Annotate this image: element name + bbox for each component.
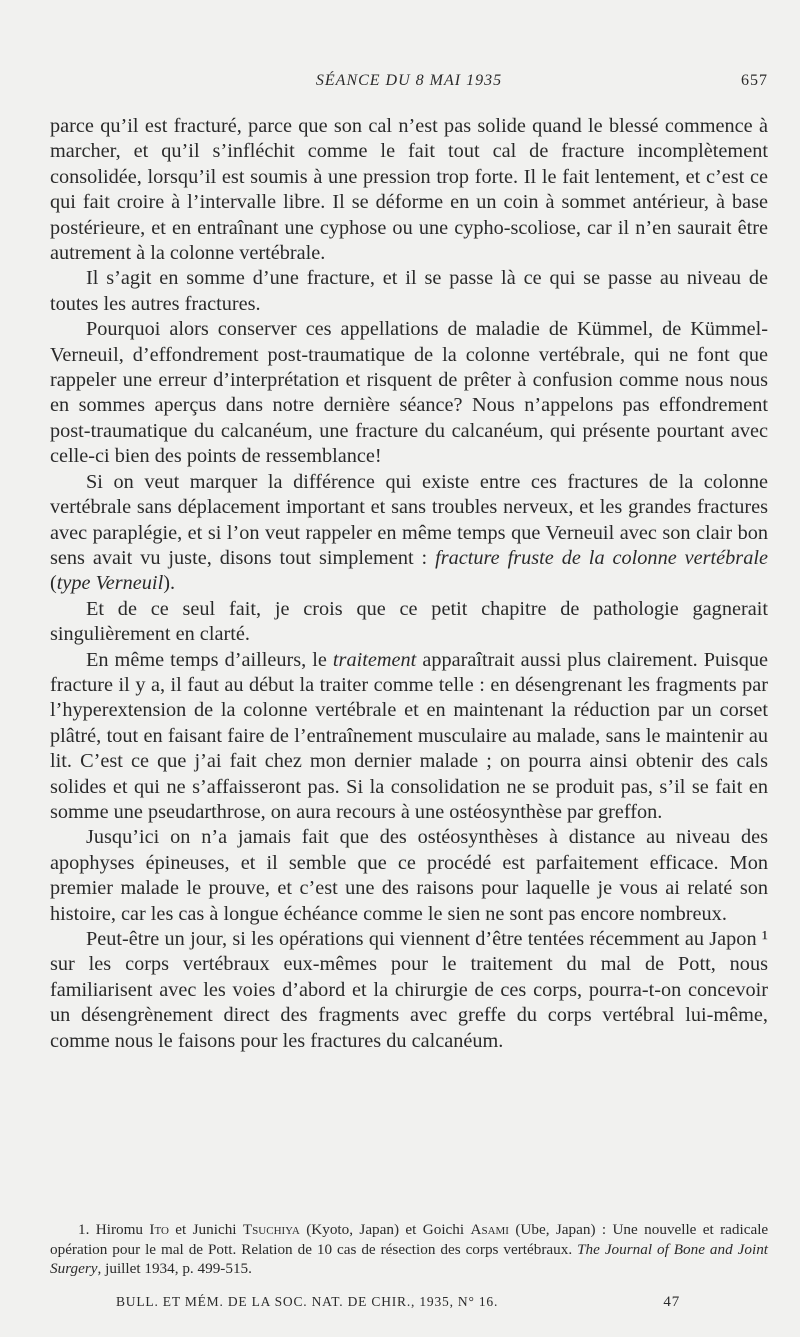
paragraph-8-start: Peut-être un jour, si les opérations qui viennent d’être tentées récemment au Japon [86, 928, 762, 950]
paragraph-4-text: Si on veut marquer la différence qui existe entre ces fractures de la colonne vertébrale sans déplacement important et sans troubles nerveux, et les grandes fractures avec paraplégie, et si l’on veut rappeler en même temps que Verneuil avec son clair bon sens avait vu juste, disons tout simplement : [50, 470, 768, 569]
paragraph-8 [50, 927, 768, 1054]
journal-name: The Journal of Bone and Joint Surgery [50, 1240, 769, 1277]
paragraph-5: Et de ce seul fait, je crois que ce petit chapitre de pathologie gagnerait singulièrement en clarté. [50, 597, 768, 646]
paragraph-6 [50, 648, 768, 826]
footnote-and-2: et [405, 1221, 417, 1238]
author-1-last: Ito [149, 1221, 169, 1238]
footnote-number: 1. [78, 1221, 90, 1238]
footnote-and-1: et [175, 1221, 187, 1238]
footnote-reference: ¹ [761, 928, 768, 950]
author-2-first: Junichi [192, 1221, 237, 1238]
author-3-first: Goichi [422, 1221, 465, 1238]
paragraph-7: Jusqu’ici on n’a jamais fait que des ostéosynthèses à distance au niveau des apophyses épineuses, et il semble que ce procédé est parfaitement efficace. Mon premier malade le prouve, et c’est une des raisons pour laquelle je vous ai relaté son histoire, car les cas à longue échéance comme le sien ne sont pas encore nombreux. [50, 826, 768, 925]
paragraph-4: Si on veut marquer la différence qui existe entre ces fractures de la colonne vertébrale sans déplacement important et sans troubles nerveux, et les grandes fractures avec paraplégie, et si l’on veut rappeler en même temps que Verneuil avec son clair bon sens avait vu juste, disons tout simplement : fracture fruste de la colonne vertébrale (type Verneuil). [50, 470, 768, 595]
paragraph-2: Il s’agit en somme d’une fracture, et il se passe là ce qui se passe au niveau de toutes les autres fractures. [50, 267, 768, 315]
location-1: (Kyoto, Japan) [306, 1221, 400, 1238]
paragraph-4-emphasis: fracture fruste de la colonne vertébrale [435, 546, 768, 569]
paragraph-8-rest: sur les corps vertébraux eux-mêmes pour le traitement du mal de Pott, nous familiarisent avec les voies d’abord et la chirurgie de ces corps, pourra-t-on concevoir un désengrènement direct des fragments avec greffe du corps vertébral lui-même, comme nous le faisons pour les fractures du calcanéum. [50, 953, 768, 1052]
location-2: (Ube, Japan) : [515, 1221, 607, 1238]
running-title: SÉANCE DU 8 MAI 1935 [315, 72, 503, 89]
paragraph-4-paren-emphasis: type Verneuil [56, 572, 164, 595]
citation-detail: , juillet 1934, p. 499-515. [97, 1260, 252, 1277]
paragraph-6-rest: apparaîtrait aussi plus clairement. Puisque fracture il y a, il faut au début la traiter comme telle : en désengrenant les fragments par l’hyperextension de la colonne vertébrale et en maintenant la réduction par un corset plâtré, tout en faisant faire de l’entraînement musculaire au malade, sans le maintenir au lit. C’est ce que j’ai fait chez mon dernier malade ; on pourra ainsi obtenir des cals solides et qui ne s’affaisseront pas. Si la consolidation ne se produit pas, s’il se fait en somme une pseudarthrose, on aura recours à une ostéosynthèse par greffon. [50, 648, 768, 823]
body-text [50, 114, 768, 1054]
bottom-line [116, 1294, 680, 1310]
paragraph-6-start: En même temps d’ailleurs, le [86, 648, 333, 671]
paragraph-1: parce qu’il est fracturé, parce que son cal n’est pas solide quand le blessé commence à marcher, et qu’il s’infléchit comme le fait tout cal de fracture incomplètement consolidée, lorsqu’il est soumis à une pression trop forte. Il le fait lentement, et c’est ce qui fait croire à l’intervalle libre. Il se déforme en un coin à sommet antérieur, à base postérieure, et en entraînant une cyphose ou une cypho-scoliose, car il n’en saurait être autrement à la colonne vertébrale. [50, 115, 768, 265]
signature-mark: 47 [663, 1294, 680, 1310]
author-1-first: Hiromu [95, 1221, 144, 1238]
footnotes [50, 1220, 768, 1279]
footnote-title: Une nouvelle et radicale opération pour le mal de Pott. Relation de 10 cas de résection des corps vertébraux. [50, 1221, 769, 1258]
paragraph-3: Pourquoi alors conserver ces appellations de maladie de Kümmel, de Kümmel-Verneuil, d’effondrement post-traumatique de la colonne vertébrale, qui ne font que rappeler une erreur d’interprétation et risquent de prêter à confusion comme nous nous en sommes aperçus dans notre dernière séance? Nous n’appelons pas effondrement post-traumatique du calcanéum, une fracture du calcanéum, qui présente pourtant avec celle-ci bien des points de ressemblance! [50, 318, 768, 468]
paragraph-4-end: . [169, 572, 176, 595]
author-3-last: Asami [470, 1221, 509, 1238]
author-2-last: Tsuchiya [242, 1221, 300, 1238]
footnote-1 [50, 1220, 768, 1279]
page-number: 657 [741, 72, 768, 89]
bulletin-reference: BULL. ET MÉM. DE LA SOC. NAT. DE CHIR., 1935, N° 16. [116, 1294, 499, 1309]
paragraph-6-emphasis: traitement [332, 648, 417, 671]
running-head [50, 72, 768, 96]
